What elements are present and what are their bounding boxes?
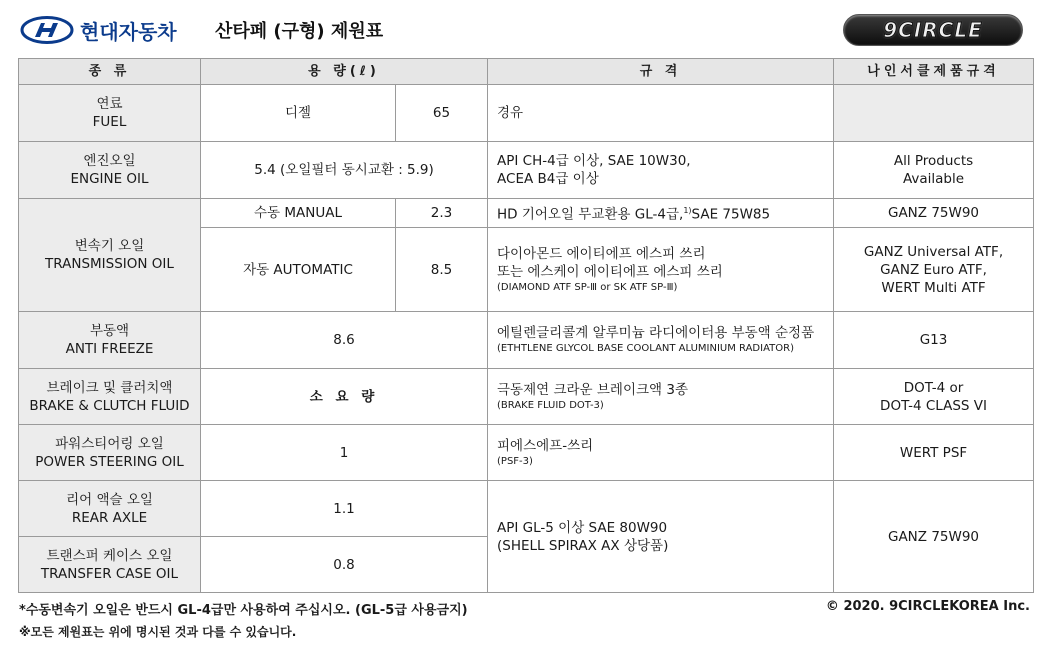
row-label-brake-fluid: 브레이크 및 클러치액 BRAKE & CLUTCH FLUID [19, 369, 201, 425]
manual-transmission-spec: HD 기어오일 무교환용 GL-4급,$^{1)}$SAE 75W85 [488, 199, 834, 228]
row-label-antifreeze: 부동액 ANTI FREEZE [19, 312, 201, 369]
power-steering-capacity: 1 [201, 425, 488, 481]
hyundai-logo-icon [20, 16, 74, 44]
auto-transmission-capacity: 8.5 [396, 228, 488, 312]
auto-transmission-spec: 다이아몬드 에이티에프 에스피 쓰리 또는 에스케이 에이티에프 에스피 쓰리 (DIAMOND ATF SP-Ⅲ or SK ATF SP-Ⅲ) [488, 228, 834, 312]
col-header-capacity: 용 량(ℓ) [201, 59, 488, 85]
header [0, 0, 1050, 58]
row-label-fuel: 연료 FUEL [19, 85, 201, 142]
rear-axle-capacity: 1.1 [201, 481, 488, 537]
auto-transmission-product: GANZ Universal ATF, GANZ Euro ATF, WERT Multi ATF [834, 228, 1034, 312]
antifreeze-capacity: 8.6 [201, 312, 488, 369]
ninecircle-logo [843, 14, 1023, 46]
row-label-engine-oil: 엔진오일 ENGINE OIL [19, 142, 201, 199]
brand-name: 현대자동차 [80, 19, 177, 44]
page-title: 산타페 (구형) 제원표 [215, 21, 384, 42]
engine-oil-capacity: 5.4 (오일필터 동시교환 : 5.9) [201, 142, 488, 199]
row-label-rear-axle: 리어 액슬 오일 REAR AXLE [19, 481, 201, 537]
auto-transmission-type: 자동 AUTOMATIC [201, 228, 396, 312]
ninecircle-logo-text: 9CIRCLE [883, 18, 983, 42]
brake-fluid-product: DOT-4 or DOT-4 CLASS VI [834, 369, 1034, 425]
manual-transmission-capacity: 2.3 [396, 199, 488, 228]
copyright: © 2020. 9CIRCLEKOREA Inc. [825, 599, 1030, 614]
row-label-power-steering: 파워스티어링 오일 POWER STEERING OIL [19, 425, 201, 481]
brake-fluid-spec: 극동제연 크라운 브레이크액 3종 (BRAKE FLUID DOT-3) [488, 369, 834, 425]
table-row [19, 199, 1034, 228]
antifreeze-product: G13 [834, 312, 1034, 369]
engine-oil-spec: API CH-4급 이상, SAE 10W30, ACEA B4급 이상 [488, 142, 834, 199]
table-row [19, 85, 1034, 142]
table-header-row [19, 59, 1034, 85]
col-header-type: 종 류 [19, 59, 201, 85]
power-steering-product: WERT PSF [834, 425, 1034, 481]
fuel-spec: 경유 [488, 85, 834, 142]
footer-note-disclaimer: ※모든 제원표는 위에 명시된 것과 다를 수 있습니다. [19, 625, 297, 639]
row-label-transmission: 변속기 오일 TRANSMISSION OIL [19, 199, 201, 312]
brand [20, 15, 177, 45]
table-row [19, 312, 1034, 369]
manual-transmission-type: 수동 MANUAL [201, 199, 396, 228]
table-row [19, 425, 1034, 481]
fuel-type: 디젤 [201, 85, 396, 142]
axle-product: GANZ 75W90 [834, 481, 1034, 593]
engine-oil-product: All Products Available [834, 142, 1034, 199]
row-label-transfer-case: 트랜스퍼 케이스 오일 TRANSFER CASE OIL [19, 537, 201, 593]
transfer-case-capacity: 0.8 [201, 537, 488, 593]
fuel-product [834, 85, 1034, 142]
power-steering-spec: 피에스에프-쓰리 (PSF-3) [488, 425, 834, 481]
antifreeze-spec: 에틸렌글리콜계 알루미늄 라디에이터용 부동액 순정품 (ETHTLENE GLYCOL BASE COOLANT ALUMINIUM RADIATOR) [488, 312, 834, 369]
axle-spec: API GL-5 이상 SAE 80W90 (SHELL SPIRAX AX 상당품) [488, 481, 834, 593]
manual-transmission-product: GANZ 75W90 [834, 199, 1034, 228]
table-row [19, 481, 1034, 537]
col-header-spec: 규 격 [488, 59, 834, 85]
spec-table [18, 58, 1034, 593]
fuel-capacity: 65 [396, 85, 488, 142]
brake-fluid-capacity: 소 요 량 [201, 369, 488, 425]
footer-note-gl4: *수동변속기 오일은 반드시 GL-4급만 사용하여 주십시오. (GL-5급 사용금지) [19, 603, 468, 618]
col-header-ninecircle: 나인서클제품규격 [834, 59, 1034, 85]
table-row [19, 369, 1034, 425]
table-row [19, 142, 1034, 199]
